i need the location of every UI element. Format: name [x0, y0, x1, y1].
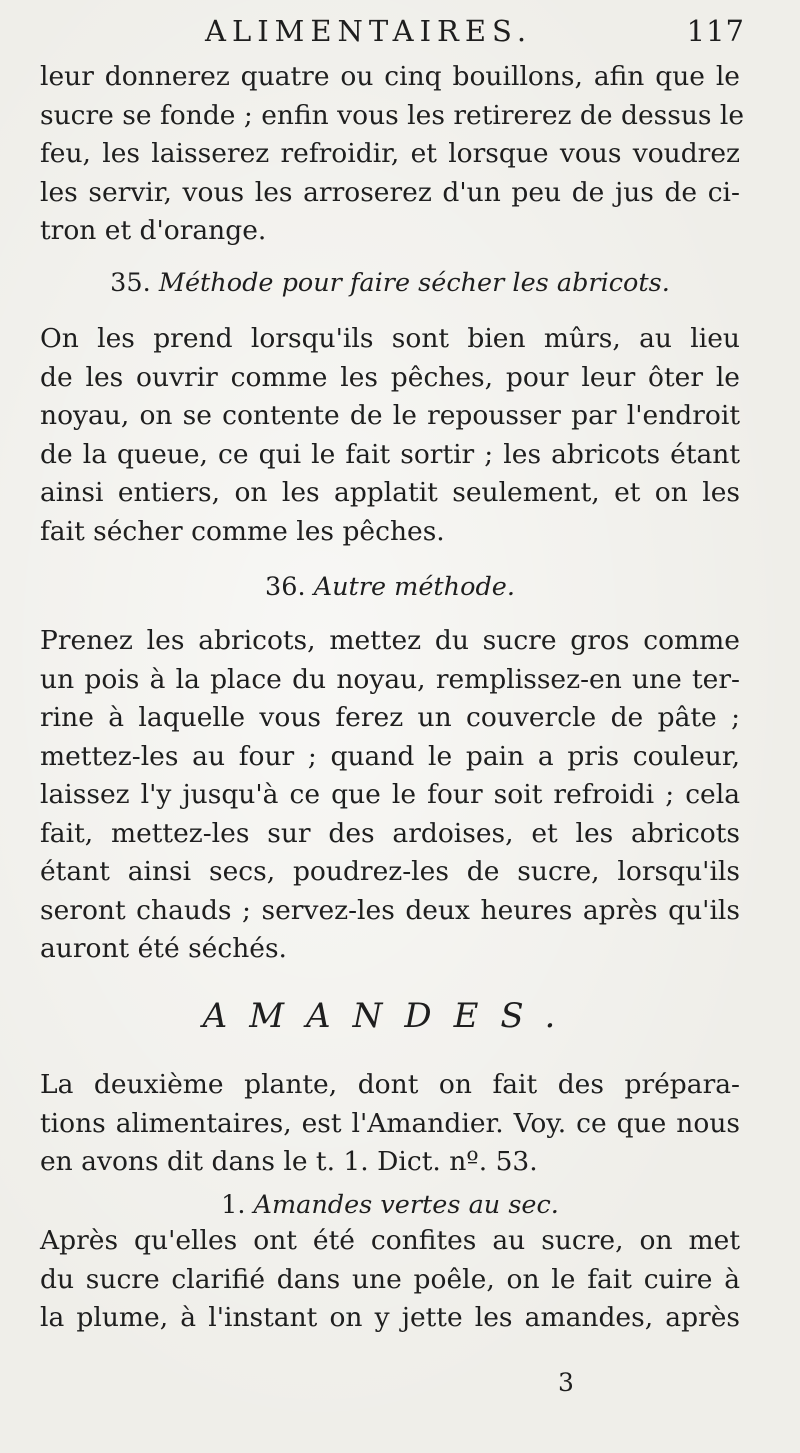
paragraph-method-36 [40, 622, 740, 969]
text-line: fait sécher comme les pêches. [40, 515, 445, 547]
signature-mark: 3 [558, 1368, 574, 1397]
text-line: tions alimentaires, est l'Amandier. Voy. ce que nous [40, 1107, 740, 1139]
recipe-heading-36 [40, 572, 740, 602]
text-line: de les ouvrir comme les pêches, pour leur ôter le [40, 361, 740, 393]
recipe-number: 35. [110, 268, 151, 298]
paragraph-amandes-intro [40, 1066, 740, 1182]
page-number: 117 [686, 14, 745, 48]
paragraph-continuation [40, 58, 745, 251]
text-line: Prenez les abricots, mettez du sucre gros comme [40, 625, 740, 656]
text-line: La deuxième plante, dont on fait des prépara- [40, 1069, 740, 1100]
text-line: fait, mettez-les sur des ardoises, et les abricots [40, 817, 740, 849]
text-line: la plume, à l'instant on y jette les amandes, après [40, 1302, 740, 1333]
recipe-heading-35 [40, 268, 740, 298]
paragraph-amandes-vertes [40, 1222, 740, 1338]
text-line: feu, les laisserez refroidir, et lorsque vous voudrez [40, 138, 740, 169]
text-line: noyau, on se contente de le repousser par l'endroit [40, 400, 740, 431]
text-line: en avons dit dans le t. 1. Dict. nº. 53. [40, 1146, 538, 1177]
text-line: un pois à la place du noyau, remplissez-en une ter- [40, 663, 740, 695]
text-line: seront chauds ; servez-les deux heures après qu'ils [40, 894, 740, 926]
paragraph-method-35 [40, 320, 740, 551]
text-line: étant ainsi secs, poudrez-les de sucre, lorsqu'ils [40, 856, 740, 887]
text-line: leur donnerez quatre ou cinq bouillons, afin que le [40, 61, 740, 92]
text-line: ainsi entiers, on les applatit seulement, et on les [40, 477, 740, 508]
recipe-number: 1. [221, 1190, 246, 1220]
text-line: tron et d'orange. [40, 215, 267, 246]
text-line: mettez-les au four ; quand le pain a pris couleur, [40, 740, 740, 772]
recipe-heading-1 [40, 1190, 740, 1220]
section-title-amandes: AMANDES. [202, 996, 578, 1036]
text-line: sucre se fonde ; enfin vous les retirerez de dessus le [40, 99, 745, 131]
text-line: auront été séchés. [40, 933, 287, 964]
text-line: du sucre clarifié dans une poêle, on le fait cuire à [40, 1263, 740, 1295]
text-line: rine à laquelle vous ferez un couvercle de pâte ; [40, 702, 740, 733]
text-line: de la queue, ce qui le fait sortir ; les abricots étant [40, 438, 740, 470]
text-line: On les prend lorsqu'ils sont bien mûrs, au lieu [40, 323, 740, 354]
recipe-title: Autre méthode. [313, 572, 515, 602]
text-line: les servir, vous les arroserez d'un peu de jus de ci- [40, 176, 740, 208]
running-title: ALIMENTAIRES. [205, 14, 533, 48]
recipe-title: Méthode pour faire sécher les abricots. [158, 268, 670, 298]
running-head [205, 14, 745, 54]
text-line: Après qu'elles ont été confites au sucre, on met [40, 1225, 740, 1256]
recipe-number: 36. [265, 572, 306, 602]
text-line: laissez l'y jusqu'à ce que le four soit refroidi ; cela [40, 779, 740, 810]
recipe-title: Amandes vertes au sec. [253, 1190, 559, 1220]
